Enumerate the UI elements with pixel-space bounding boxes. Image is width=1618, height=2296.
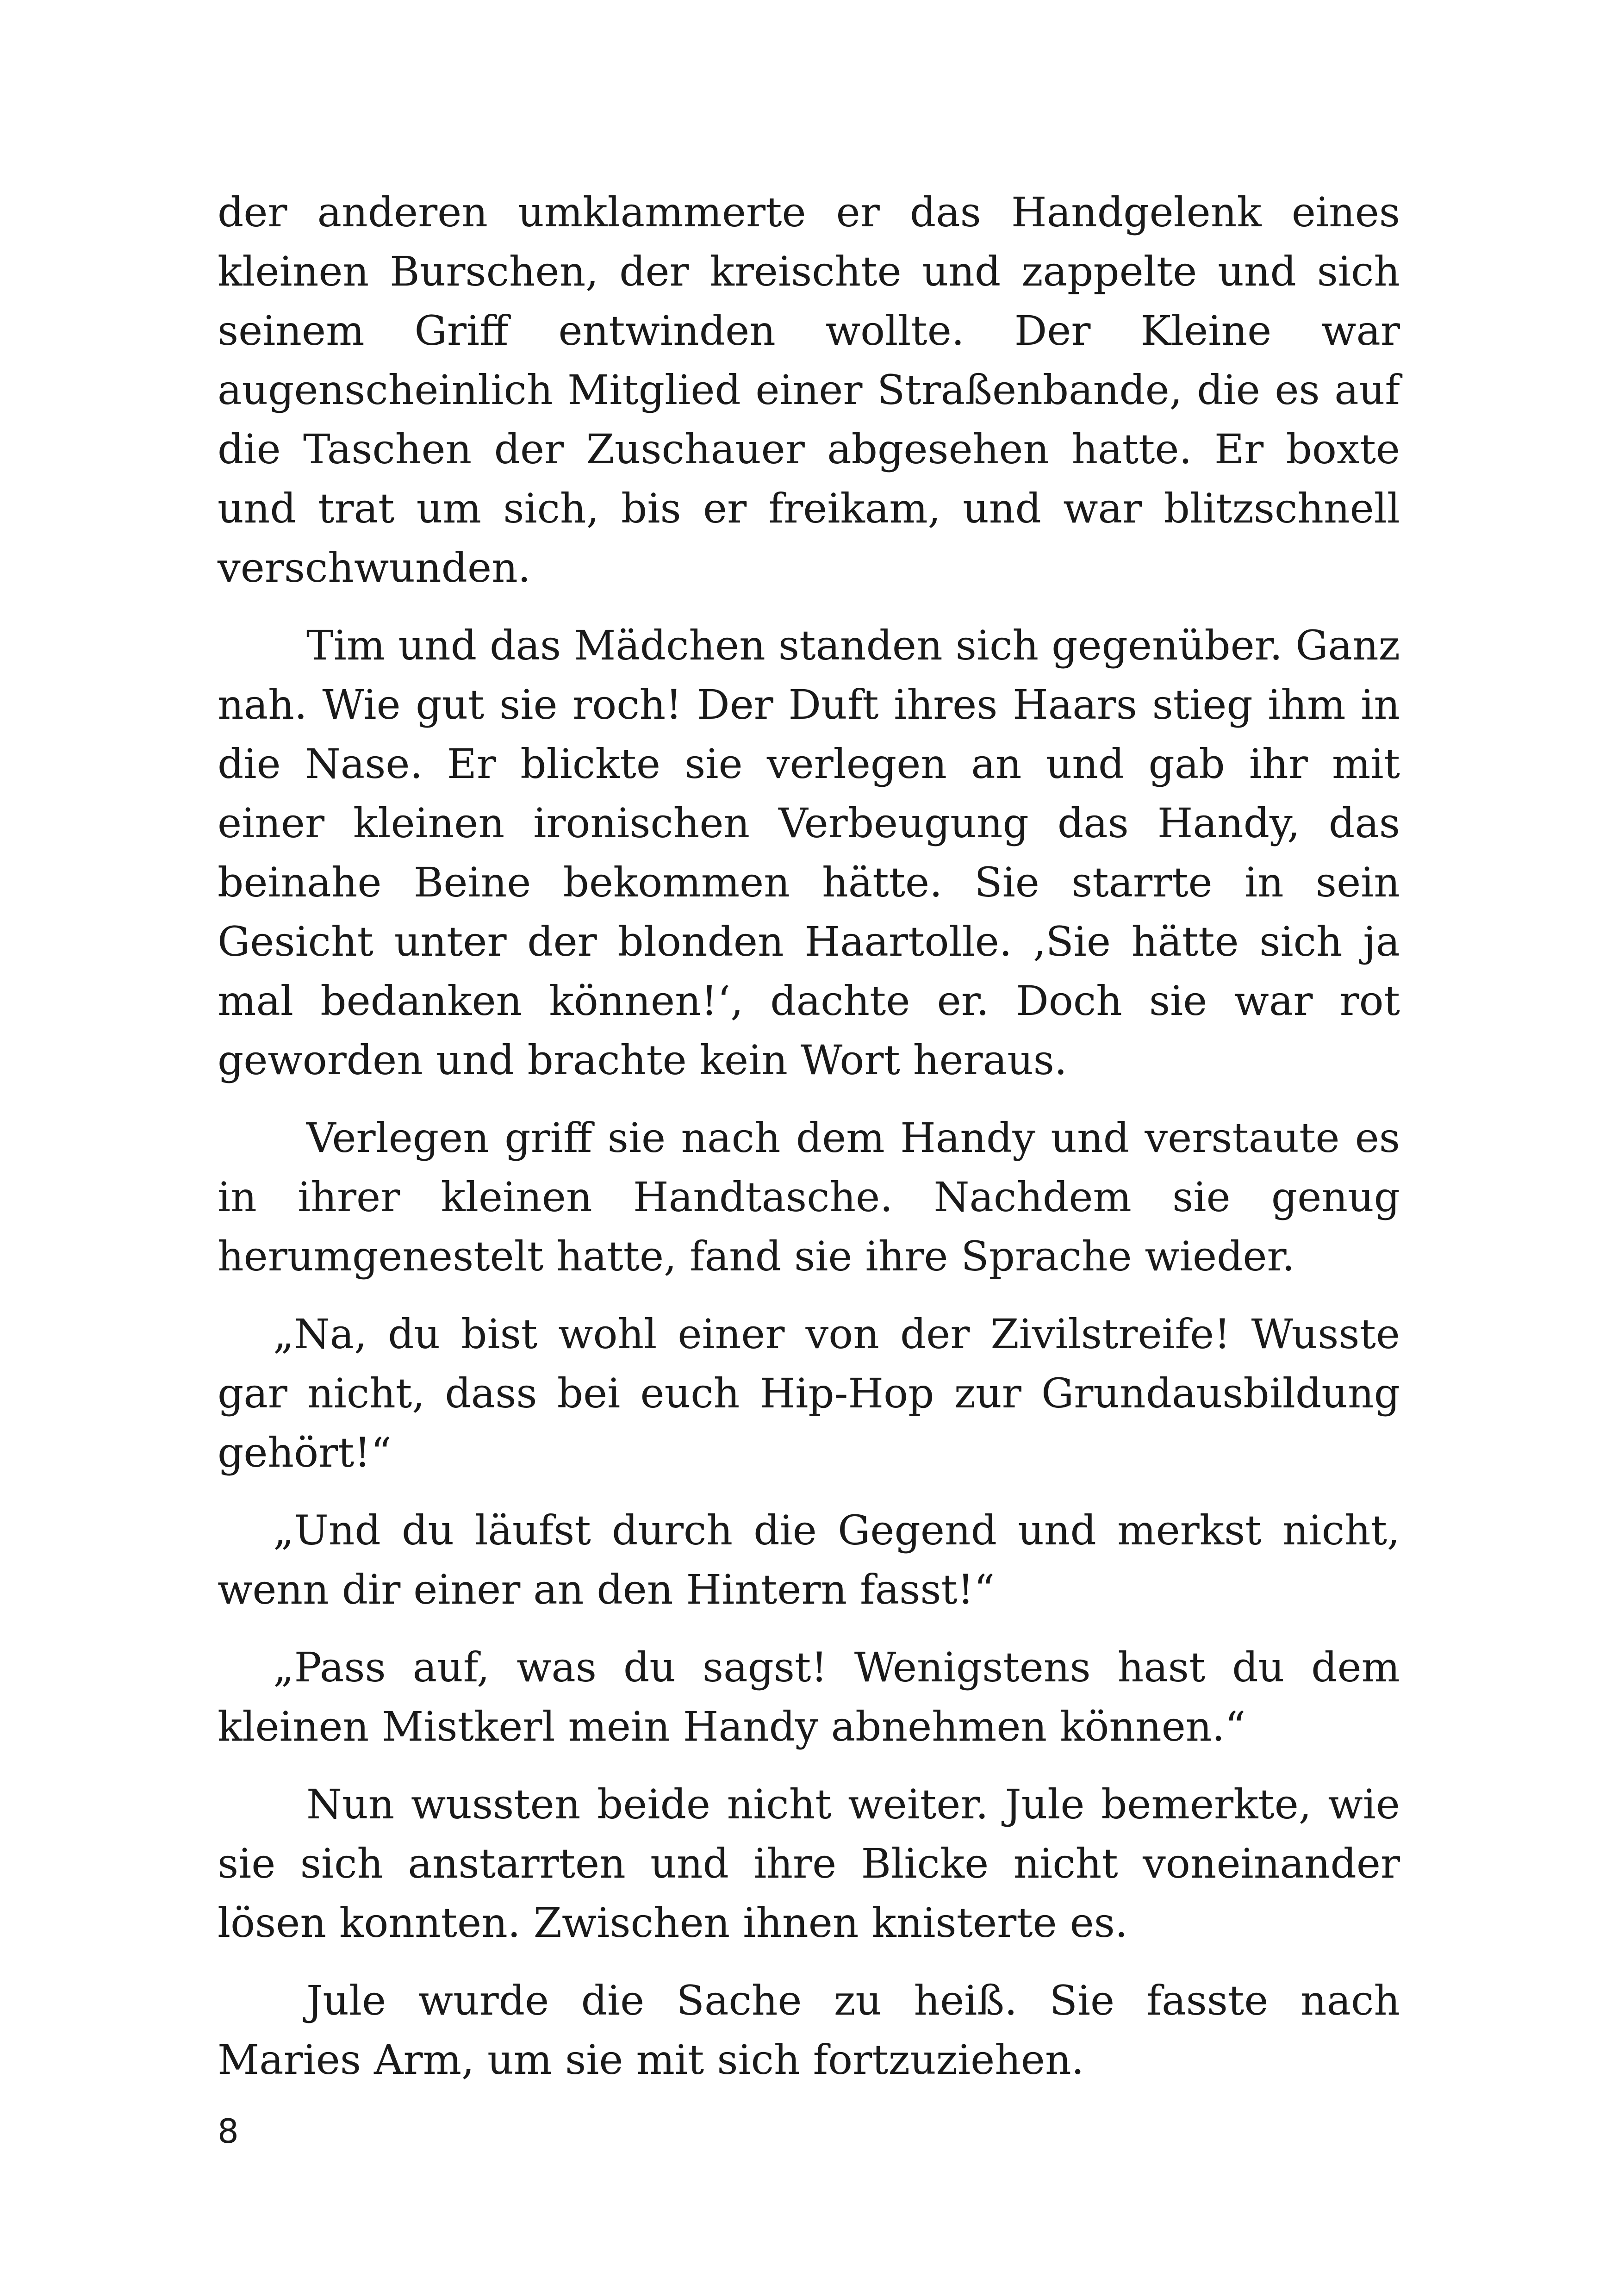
- paragraph-7: Nun wussten beide nicht weiter. Jule bemerkte, wie sie sich anstarrten und ihre Blicke nicht voneinander lösen konnten. Zwischen ihnen knisterte es.: [218, 1780, 1400, 1947]
- paragraph-3: Verlegen griff sie nach dem Handy und verstaute es in ihrer kleinen Handtasche. Nachdem sie genug herumgenestelt hatte, fand sie ihre Sprache wieder.: [218, 1114, 1400, 1280]
- paragraph-2: Tim und das Mädchen standen sich gegenüber. Ganz nah. Wie gut sie roch! Der Duft ihres Haars stieg ihm in die Nase. Er blickte sie verlegen an und gab ihr mit einer kleinen ironischen Verbeugung das Handy, das beinahe Beine bekommen hätte. Sie starrte in sein Gesicht unter der blonden Haartolle. ‚Sie hätte sich ja mal bedanken können!‘, dachte er. Doch sie war rot geworden und brachte kein Wort heraus.: [218, 622, 1400, 1084]
- paragraph-1: der anderen umklammerte er das Handgelenk eines kleinen Burschen, der kreischte und zappelte und sich seinem Griff entwinden wollte. Der Kleine war augenscheinlich Mitglied einer Straßenbande, die es auf die Taschen der Zuschauer abgesehen hatte. Er boxte und trat um sich, bis er freikam, und war blitzschnell verschwunden.: [218, 188, 1400, 591]
- page-number: 8: [218, 2112, 239, 2151]
- paragraph-6-dialogue: „Pass auf, was du sagst! Wenigstens hast du dem kleinen Mistkerl mein Handy abnehmen können.“: [218, 1643, 1400, 1750]
- paragraph-8: Jule wurde die Sache zu heiß. Sie fasste nach Maries Arm, um sie mit sich fortzuziehen.: [218, 1977, 1400, 2084]
- body-text: [218, 183, 1400, 2108]
- paragraph-5-dialogue: „Und du läufst durch die Gegend und merkst nicht, wenn dir einer an den Hintern fasst!“: [218, 1506, 1400, 1613]
- paragraph-4-dialogue: „Na, du bist wohl einer von der Zivilstreife! Wusste gar nicht, dass bei euch Hip-Hop zur Grundausbildung gehört!“: [218, 1310, 1400, 1476]
